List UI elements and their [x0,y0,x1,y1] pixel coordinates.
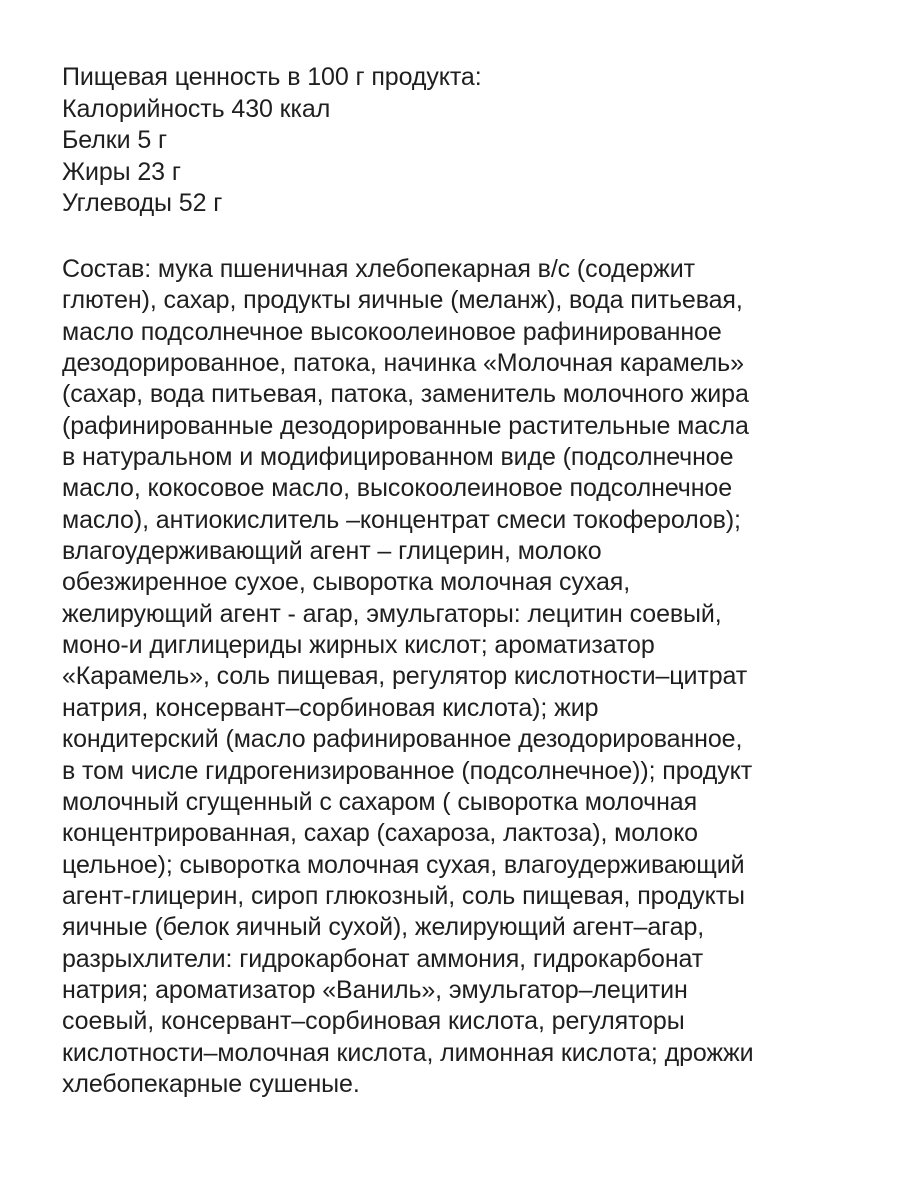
composition-line: в натуральном и модифицированном виде (подсолнечное [62,443,734,472]
composition-line: кислотности–молочная кислота, лимонная кислота; дрожжи [62,1038,754,1067]
composition-line: моно-и диглицериды жирных кислот; ароматизатор [62,631,655,660]
nutrition-fat: Жиры 23 г [62,157,181,186]
composition-line: цельное); сыворотка молочная сухая, влагоудерживающий [62,850,745,879]
composition-line: (сахар, вода питьевая, патока, заменитель молочного жира [62,380,749,409]
composition-line: натрия, консервант–сорбиновая кислота); жир [62,693,599,722]
composition-line: масло), антиокислитель –концентрат смеси токоферолов); [62,505,741,534]
composition-line: Состав: мука пшеничная хлебопекарная в/с (содержит [62,255,696,283]
composition-line: масло подсолнечное высокоолеиновое рафинированное [62,317,722,346]
composition-line: кондитерский (масло рафинированное дезодорированное, [62,725,743,754]
composition-line: яичные (белок яичный сухой), желирующий агент–агар, [62,913,705,942]
nutrition-heading: Пищевая ценность в 100 г продукта: [62,63,482,91]
composition-line: натрия; ароматизатор «Ваниль», эмульгатор–лецитин [62,975,688,1004]
composition-line: масло, кокосовое масло, высокоолеиновое подсолнечное [62,474,733,503]
composition-line: обезжиренное сухое, сыворотка молочная сухая, [62,568,631,597]
composition-line: разрыхлители: гидрокарбонат аммония, гидрокарбонат [62,944,704,973]
composition-line: желирующий агент - агар, эмульгаторы: лецитин соевый, [62,599,722,628]
composition-line: «Карамель», соль пищевая, регулятор кислотности–цитрат [62,662,748,691]
composition-line: дезодорированное, патока, начинка «Молочная карамель» [62,349,744,378]
composition-line: агент-глицерин, сироп глюкозный, соль пищевая, продукты [62,881,745,910]
composition-line: в том числе гидрогенизированное (подсолнечное)); продукт [62,756,753,785]
composition-line: глютен), сахар, продукты яичные (меланж), вода питьевая, [62,286,743,315]
nutrition-calories: Калорийность 430 ккал [62,94,331,123]
composition-line: соевый, консервант–сорбиновая кислота, регуляторы [62,1007,685,1036]
composition-line: концентрированная, сахар (сахароза, лактоза), молоко [62,819,698,848]
composition-line: (рафинированные дезодорированные растительные масла [62,411,749,440]
nutrition-protein: Белки 5 г [62,126,167,154]
composition-line: молочный сгущенный с сахаром ( сыворотка молочная [62,787,698,816]
composition-line: хлебопекарные сушеные. [62,1069,360,1098]
nutrition-facts-block [62,62,842,220]
composition-line: влагоудерживающий агент – глицерин, молоко [62,537,602,566]
composition-block [62,254,852,1100]
nutrition-carbohydrates: Углеводы 52 г [62,189,223,217]
